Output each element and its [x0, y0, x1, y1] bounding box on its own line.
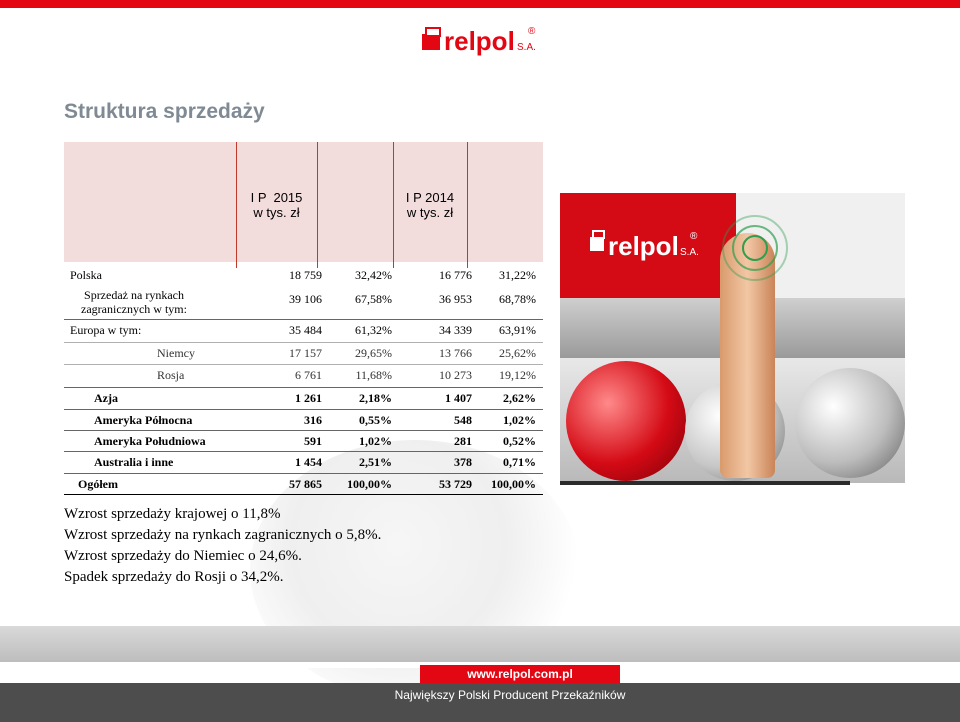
table-bottom-border: [64, 494, 543, 495]
relpol-logo: [420, 22, 550, 58]
value-2014: 36 953: [439, 292, 472, 306]
row-divider: [64, 409, 543, 410]
value-2014: 53 729: [439, 477, 472, 491]
page-title: Struktura sprzedaży: [64, 100, 265, 123]
touch-ripple-icon: [720, 213, 790, 283]
value-2014: 13 766: [439, 346, 472, 360]
footer-gray-band: [0, 626, 960, 662]
value-2014: 34 339: [439, 323, 472, 337]
value-2015: 35 484: [289, 323, 322, 337]
share-2014: 100,00%: [491, 477, 536, 491]
share-2015: 29,65%: [355, 346, 392, 360]
header-2014: I P 2014 w tys. zł: [405, 190, 455, 220]
row-label: Australia i inne: [94, 455, 174, 469]
row-label: Ameryka Południowa: [94, 434, 206, 448]
share-2015: 61,32%: [355, 323, 392, 337]
share-2014: 31,22%: [499, 268, 536, 282]
share-2015: 11,68%: [355, 368, 392, 382]
table-row: [64, 323, 543, 343]
row-divider: [64, 451, 543, 452]
value-2015: 57 865: [289, 477, 322, 491]
footer-url-link[interactable]: www.relpol.com.pl: [420, 665, 620, 683]
value-2015: 18 759: [289, 268, 322, 282]
value-2014: 10 273: [439, 368, 472, 382]
value-2014: 378: [454, 455, 472, 469]
value-2014: 281: [454, 434, 472, 448]
share-2014: 1,02%: [503, 413, 536, 427]
photo-logo-word: relpol: [608, 231, 679, 261]
row-label: Azja: [94, 391, 118, 405]
relpol-logo-mark: [420, 22, 550, 58]
value-2014: 548: [454, 413, 472, 427]
photo-bottom-bar: [560, 481, 850, 485]
share-2014: 0,71%: [503, 455, 536, 469]
share-2014: 0,52%: [503, 434, 536, 448]
table-row: [64, 455, 543, 475]
row-divider: [64, 319, 543, 320]
header-divider: [467, 142, 468, 268]
row-label: Rosja: [157, 368, 185, 382]
value-2015: 1 261: [295, 391, 322, 405]
row-label: Sprzedaż na rynkach zagranicznych w tym:: [81, 288, 187, 316]
table-row: [64, 288, 543, 316]
note-item: Wzrost sprzedaży do Niemiec o 24,6%.: [64, 548, 302, 564]
row-divider: [64, 364, 543, 365]
photo-red-panel: [560, 193, 736, 298]
top-accent-bar: [0, 0, 960, 8]
header-divider: [317, 142, 318, 268]
note-item: Wzrost sprzedaży krajowej o 11,8%: [64, 506, 281, 522]
share-2015: 2,51%: [359, 455, 392, 469]
note-item: Spadek sprzedaży do Rosji o 34,2%.: [64, 569, 284, 585]
header-2015: I P 2015 w tys. zł: [250, 190, 303, 220]
share-2015: 67,58%: [355, 292, 392, 306]
table-row: [64, 346, 543, 366]
row-divider: [64, 387, 543, 388]
row-label: Ogółem: [78, 477, 118, 491]
row-divider: [64, 342, 543, 343]
value-2015: 591: [304, 434, 322, 448]
table-row: [64, 268, 543, 288]
table-row: [64, 368, 543, 388]
share-2014: 2,62%: [503, 391, 536, 405]
row-divider: [64, 430, 543, 431]
value-2014: 16 776: [439, 268, 472, 282]
logo-word: relpol: [444, 26, 515, 56]
promo-photo: [560, 193, 905, 483]
value-2015: 17 157: [289, 346, 322, 360]
red-globe-icon: [566, 361, 686, 481]
share-2014: 25,62%: [499, 346, 536, 360]
share-2014: 19,12%: [499, 368, 536, 382]
photo-logo-registered: ®: [690, 231, 698, 242]
row-label: Niemcy: [157, 346, 195, 360]
logo-suffix: S.A.: [517, 42, 536, 53]
row-label: Europa w tym:: [70, 323, 142, 337]
row-divider: [64, 473, 543, 474]
share-2015: 1,02%: [359, 434, 392, 448]
photo-logo-suffix: S.A.: [680, 247, 699, 258]
share-2015: 100,00%: [347, 477, 392, 491]
value-2015: 1 454: [295, 455, 322, 469]
share-2015: 0,55%: [359, 413, 392, 427]
share-2014: 68,78%: [499, 292, 536, 306]
value-2015: 6 761: [295, 368, 322, 382]
table-row: [64, 391, 543, 411]
value-2015: 39 106: [289, 292, 322, 306]
row-label: Polska: [70, 268, 103, 282]
logo-registered: ®: [528, 26, 536, 37]
value-2015: 316: [304, 413, 322, 427]
value-2014: 1 407: [445, 391, 472, 405]
photo-logo: [560, 193, 736, 298]
notes-list: [64, 504, 381, 588]
share-2015: 2,18%: [359, 391, 392, 405]
share-2014: 63,91%: [499, 323, 536, 337]
row-label: Ameryka Północna: [94, 413, 193, 427]
share-2015: 32,42%: [355, 268, 392, 282]
silver-globe-icon: [795, 368, 905, 478]
note-item: Wzrost sprzedaży na rynkach zagranicznych o 5,8%.: [64, 527, 382, 543]
footer-tagline: Największy Polski Producent Przekaźników: [394, 688, 626, 702]
